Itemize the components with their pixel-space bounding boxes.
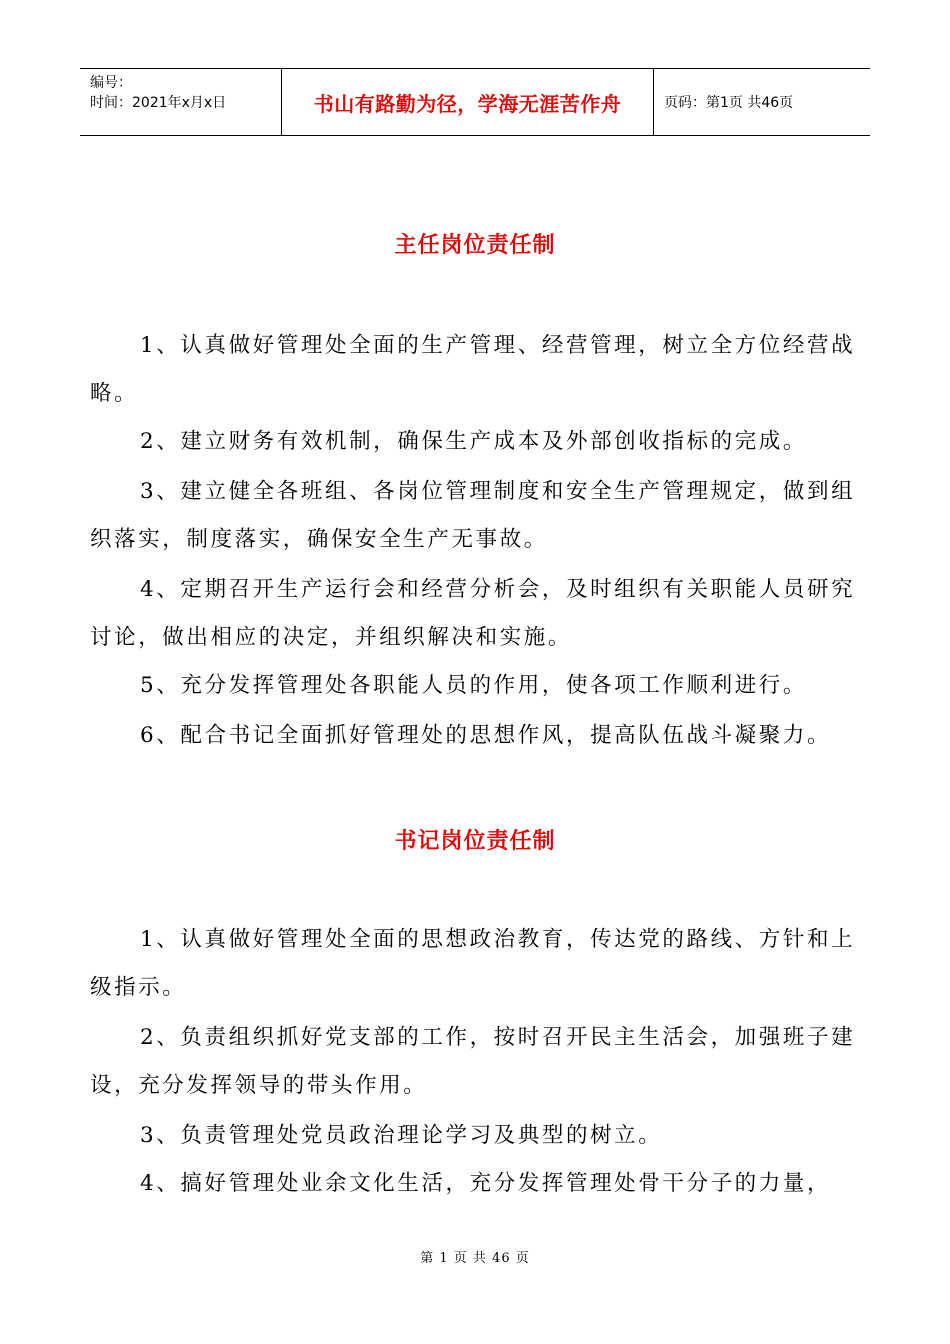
list-item: 4、定期召开生产运行会和经营分析会，及时组织有关职能人员研究讨论，做出相应的决定，并组织解决和实施。 [90, 577, 856, 650]
list-item: 4、搞好管理处业余文化生活，充分发挥管理处骨干分子的力量， [140, 1171, 832, 1196]
date-label: 时间：2021年x月x日 [90, 95, 227, 111]
list-item: 1、认真做好管理处全面的思想政治教育，传达党的路线、方针和上级指示。 [90, 927, 856, 1000]
list-item: 6、配合书记全面抓好管理处的思想作风，提高队伍战斗凝聚力。 [140, 723, 832, 748]
header-page-label: 页码：第1页 共46页 [664, 95, 794, 111]
number-label: 编号： [90, 75, 132, 91]
section-title-director: 主任岗位责任制 [394, 232, 556, 258]
header-meta [80, 69, 282, 135]
page-footer: 第 1 页 共 46 页 [420, 1251, 530, 1266]
list-item: 3、建立健全各班组、各岗位管理制度和安全生产管理规定，做到组织落实，制度落实，确保安全生产无事故。 [90, 479, 856, 552]
list-item: 5、充分发挥管理处各职能人员的作用，使各项工作顺利进行。 [140, 673, 807, 698]
list-item: 1、认真做好管理处全面的生产管理、经营管理，树立全方位经营战略。 [90, 333, 856, 406]
list-item: 3、负责管理处党员政治理论学习及典型的树立。 [140, 1123, 663, 1148]
page-header [80, 68, 870, 136]
section-title-secretary: 书记岗位责任制 [394, 828, 556, 854]
list-item: 2、负责组织抓好党支部的工作，按时召开民主生活会，加强班子建设，充分发挥领导的带头作用。 [90, 1025, 856, 1098]
list-item: 2、建立财务有效机制，确保生产成本及外部创收指标的完成。 [140, 429, 807, 454]
header-motto: 书山有路勤为径，学海无涯苦作舟 [282, 69, 654, 135]
